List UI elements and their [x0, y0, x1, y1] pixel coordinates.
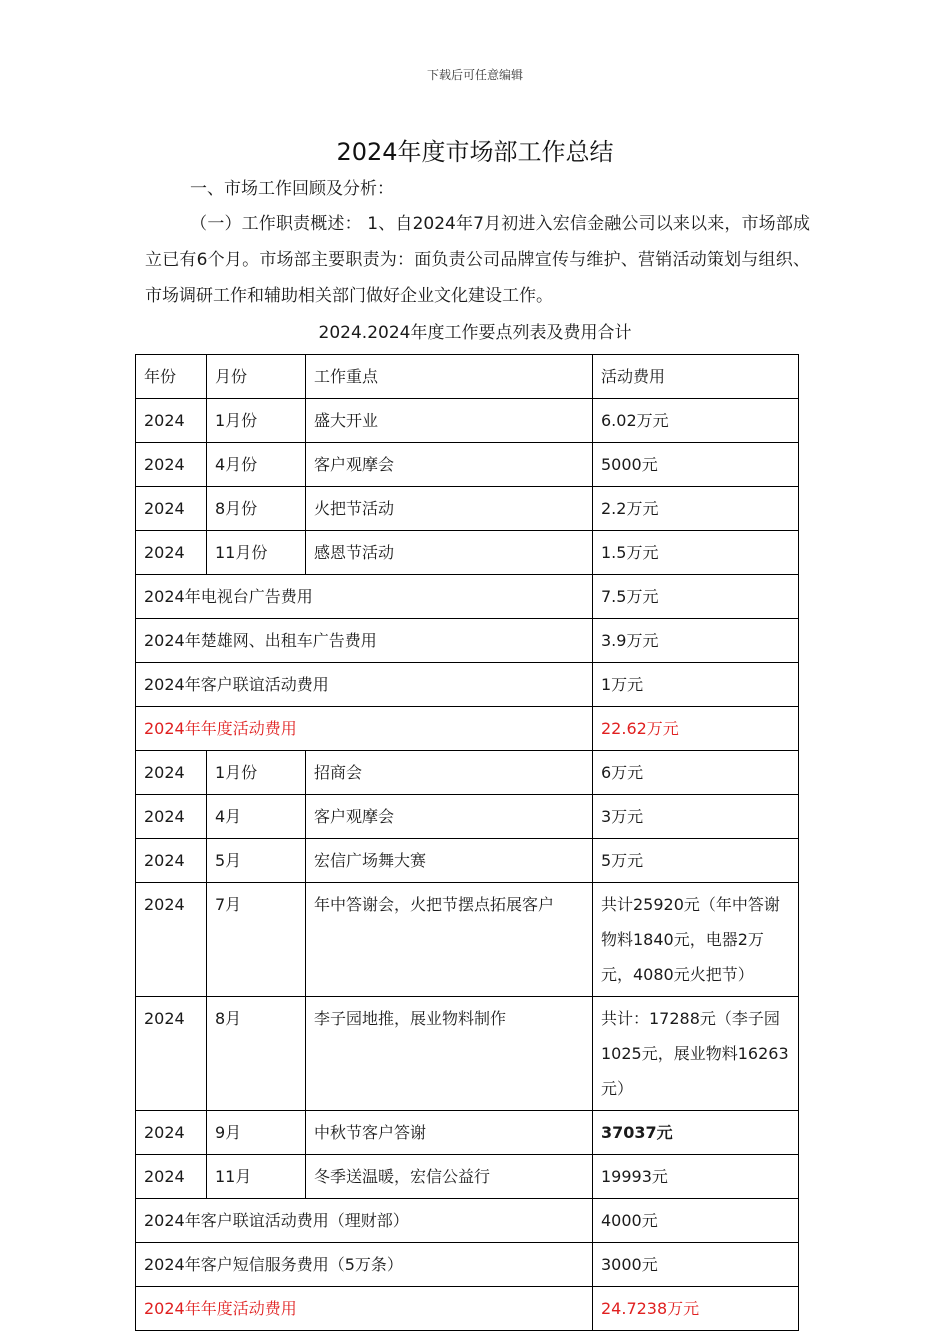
cell-cost: 19993元 [593, 1155, 799, 1199]
cell-cost: 1万元 [593, 663, 799, 707]
cell-focus: 感恩节活动 [306, 531, 593, 575]
cell-focus: 客户观摩会 [306, 795, 593, 839]
cell-month: 11月 [207, 1155, 306, 1199]
paragraph-text: （一）工作职责概述： 1、自2024年7月初进入宏信金融公司以来以来，市场部成立已有6个月。市场部主要职责为：面负责公司品牌宣传与维护、营销活动策划与组织、市场调研工作和辅助相关部门做好企业文化建设工作。 [145, 214, 810, 306]
work-plan-table [135, 354, 799, 1331]
cell-cost: 6.02万元 [593, 399, 799, 443]
cell-cost: 3000元 [593, 1243, 799, 1287]
page-title: 2024年度市场部工作总结 [336, 138, 614, 166]
table-row [136, 795, 799, 839]
cell-year: 2024 [136, 487, 207, 531]
header-year: 年份 [136, 355, 207, 399]
cell-cost: 共计：17288元（李子园1025元，展业物料16263元） [593, 997, 799, 1111]
cell-focus: 李子园地推，展业物料制作 [306, 997, 593, 1111]
cell-focus: 招商会 [306, 751, 593, 795]
header-cost: 活动费用 [593, 355, 799, 399]
cell-merged-label: 2024年电视台广告费用 [136, 575, 593, 619]
table-row [136, 839, 799, 883]
cell-month: 9月 [207, 1111, 306, 1155]
header-month: 月份 [207, 355, 306, 399]
body-paragraph [145, 206, 810, 314]
cell-focus: 宏信广场舞大赛 [306, 839, 593, 883]
cell-year: 2024 [136, 399, 207, 443]
table-row-merged [136, 663, 799, 707]
table-row [136, 883, 799, 997]
cell-year: 2024 [136, 443, 207, 487]
cell-month: 8月份 [207, 487, 306, 531]
table-row [136, 487, 799, 531]
cell-merged-label: 2024年楚雄网、出租车广告费用 [136, 619, 593, 663]
table-row-merged [136, 1243, 799, 1287]
table-row-merged [136, 575, 799, 619]
table-row-merged [136, 619, 799, 663]
cell-year: 2024 [136, 1111, 207, 1155]
cell-month: 4月 [207, 795, 306, 839]
total-cost: 22.62万元 [593, 707, 799, 751]
cell-cost: 6万元 [593, 751, 799, 795]
table-header-row [136, 355, 799, 399]
table-row [136, 1155, 799, 1199]
cell-month: 11月份 [207, 531, 306, 575]
cell-cost: 3.9万元 [593, 619, 799, 663]
cell-cost: 2.2万元 [593, 487, 799, 531]
cell-focus: 客户观摩会 [306, 443, 593, 487]
cell-year: 2024 [136, 1155, 207, 1199]
cell-focus: 冬季送温暖，宏信公益行 [306, 1155, 593, 1199]
cell-cost: 37037元 [593, 1111, 799, 1155]
cell-year: 2024 [136, 839, 207, 883]
table-total-row [136, 1287, 799, 1331]
cell-merged-label: 2024年客户联谊活动费用 [136, 663, 593, 707]
cell-cost: 7.5万元 [593, 575, 799, 619]
cell-cost: 3万元 [593, 795, 799, 839]
table-row [136, 399, 799, 443]
table-row [136, 531, 799, 575]
total-label: 2024年年度活动费用 [136, 1287, 593, 1331]
table-row [136, 751, 799, 795]
header-focus: 工作重点 [306, 355, 593, 399]
cell-month: 8月 [207, 997, 306, 1111]
cell-cost: 共计25920元（年中答谢物料1840元，电器2万元，4080元火把节） [593, 883, 799, 997]
cell-cost: 1.5万元 [593, 531, 799, 575]
cell-focus: 火把节活动 [306, 487, 593, 531]
cell-month: 1月份 [207, 399, 306, 443]
total-label: 2024年年度活动费用 [136, 707, 593, 751]
total-cost: 24.7238万元 [593, 1287, 799, 1331]
cell-month: 4月份 [207, 443, 306, 487]
table-row [136, 1111, 799, 1155]
cell-cost: 5万元 [593, 839, 799, 883]
cell-cost: 5000元 [593, 443, 799, 487]
cell-month: 5月 [207, 839, 306, 883]
cell-month: 1月份 [207, 751, 306, 795]
table-row [136, 443, 799, 487]
table-caption: 2024.2024年度工作要点列表及费用合计 [318, 323, 632, 343]
cell-focus: 中秋节客户答谢 [306, 1111, 593, 1155]
cell-merged-label: 2024年客户联谊活动费用（理财部） [136, 1199, 593, 1243]
header-note: 下载后可任意编辑 [426, 68, 523, 82]
cell-year: 2024 [136, 751, 207, 795]
section-heading: 一、市场工作回顾及分析： [190, 179, 394, 199]
cell-focus: 盛大开业 [306, 399, 593, 443]
cell-year: 2024 [136, 883, 207, 997]
cell-month: 7月 [207, 883, 306, 997]
table-total-row [136, 707, 799, 751]
cell-year: 2024 [136, 997, 207, 1111]
cell-year: 2024 [136, 795, 207, 839]
table-row-merged [136, 1199, 799, 1243]
cell-year: 2024 [136, 531, 207, 575]
cell-merged-label: 2024年客户短信服务费用（5万条） [136, 1243, 593, 1287]
cell-cost: 4000元 [593, 1199, 799, 1243]
cell-focus: 年中答谢会，火把节摆点拓展客户 [306, 883, 593, 997]
table-row [136, 997, 799, 1111]
